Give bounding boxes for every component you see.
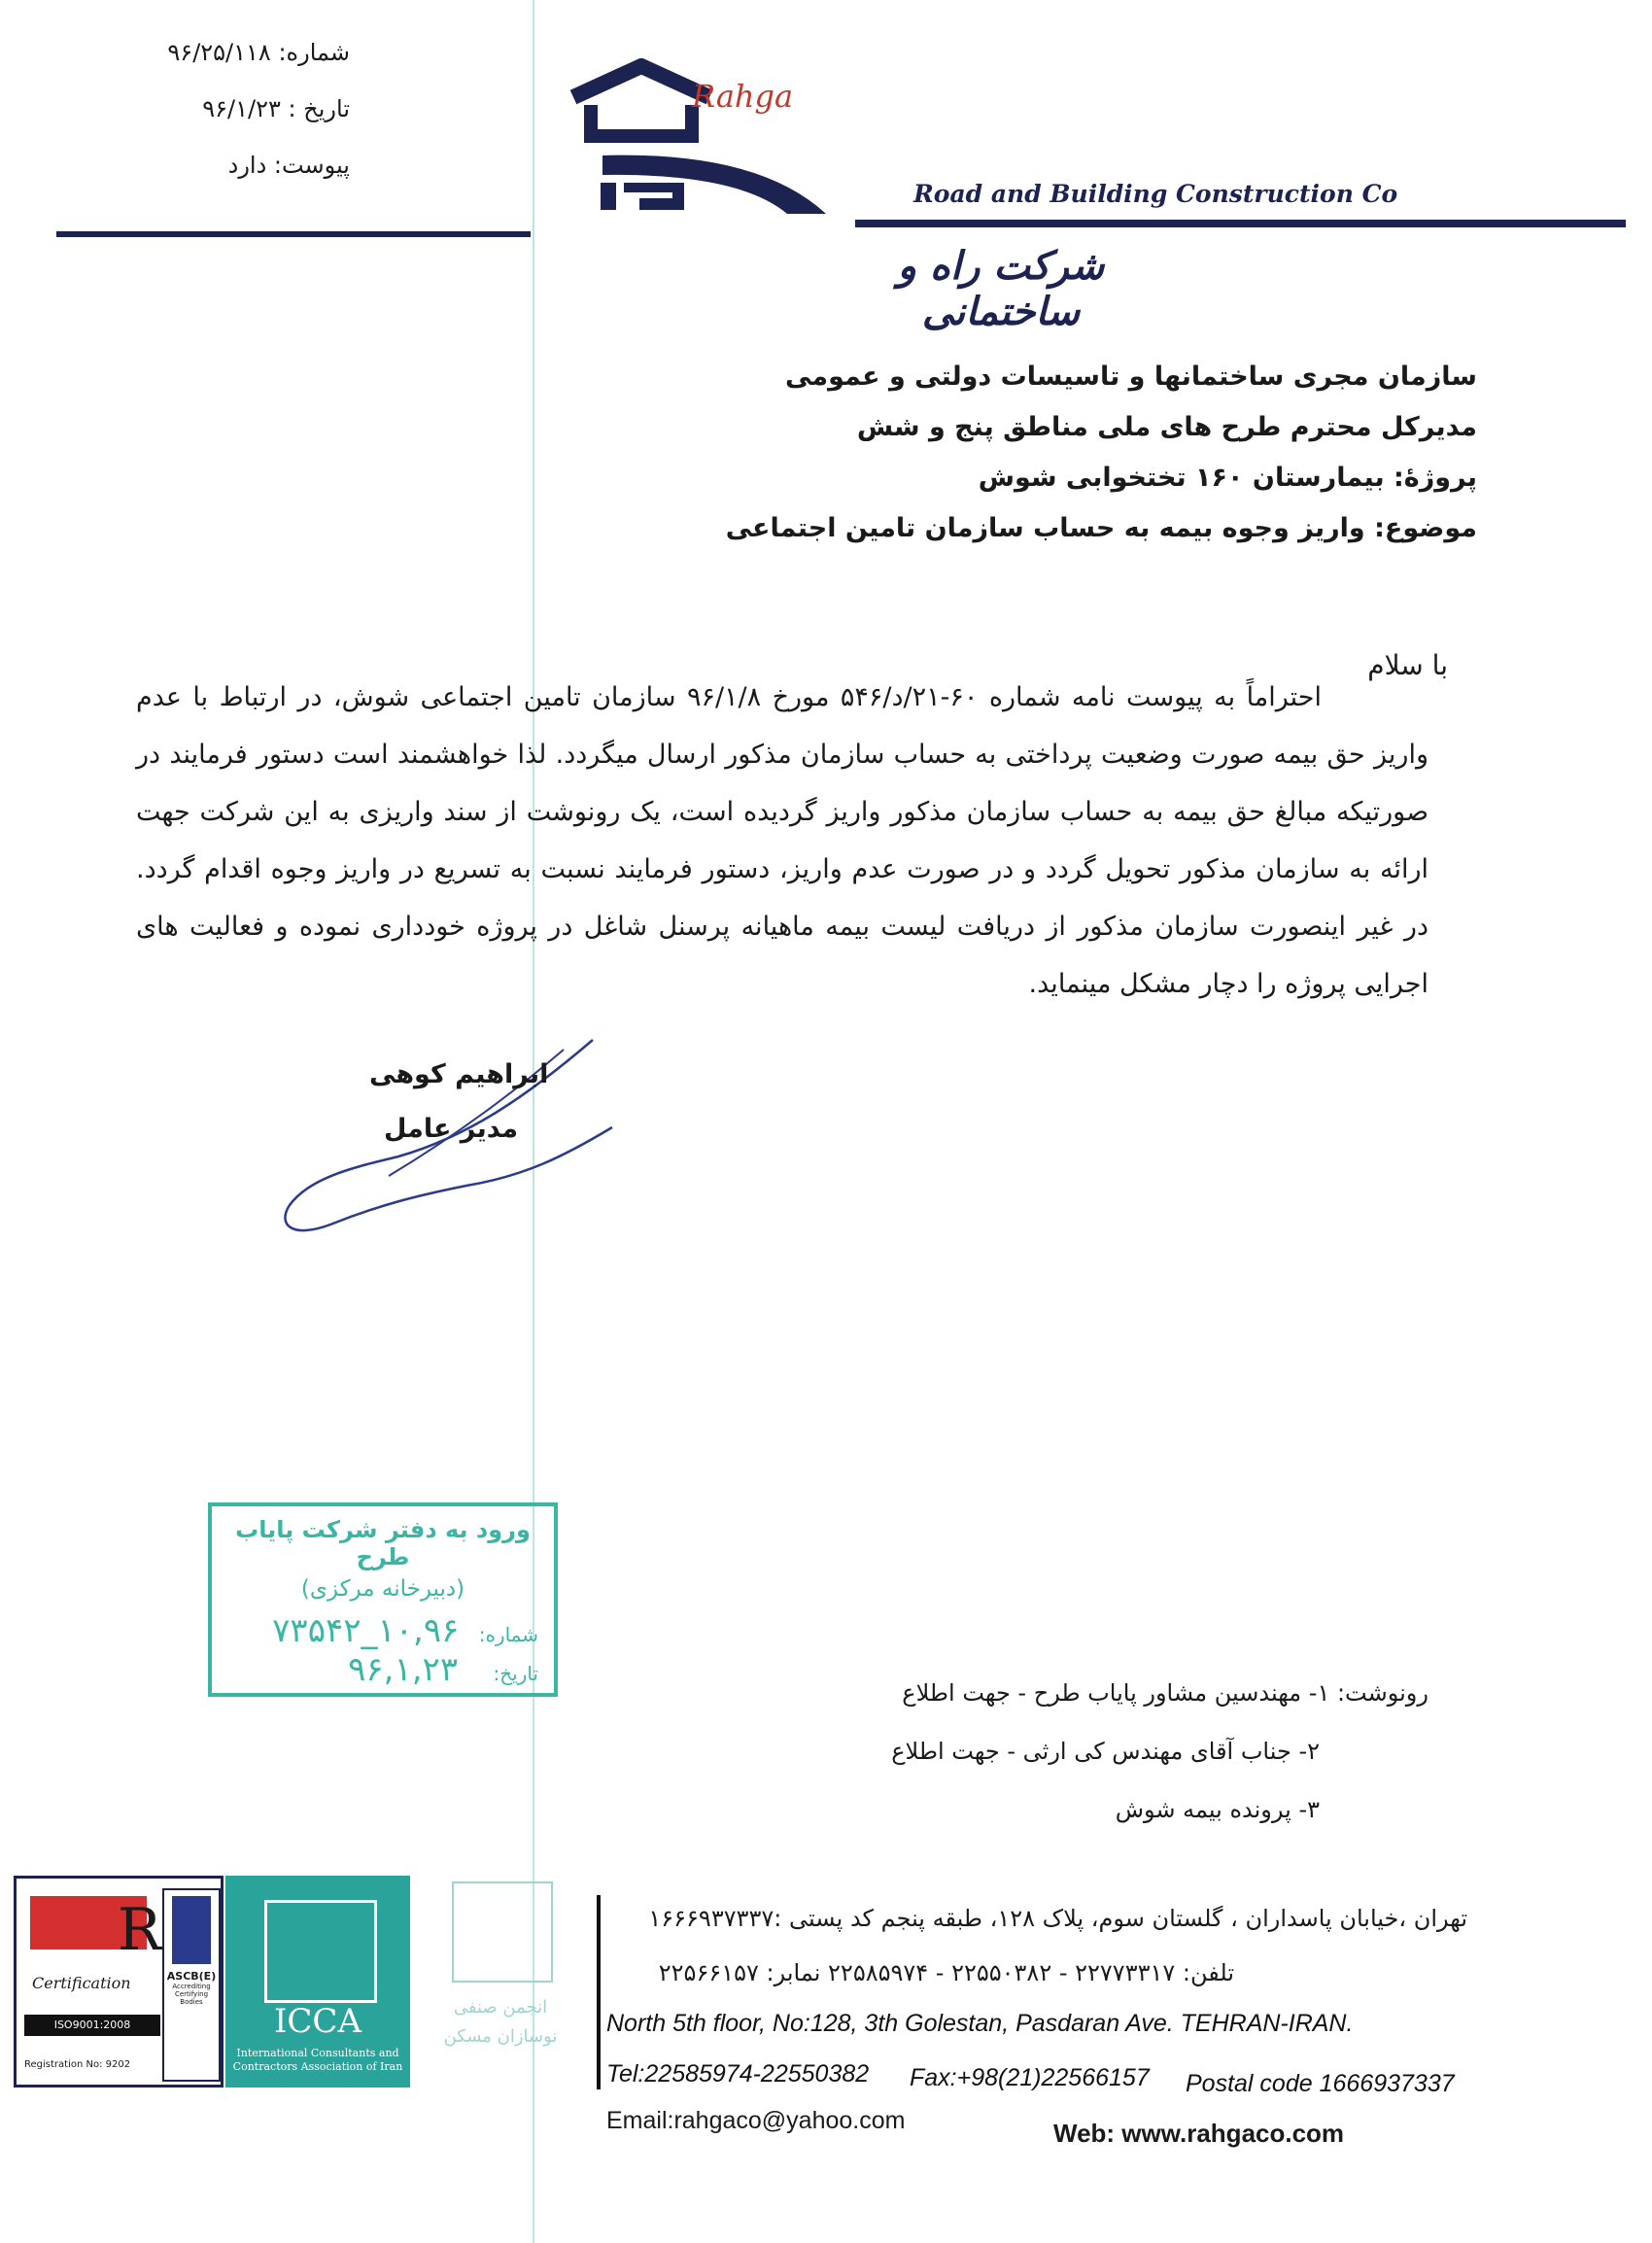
registration-label: Registration No: 9202 xyxy=(24,2059,131,2070)
project-line: پروژهٔ: بیمارستان ۱۶۰ تختخوابی شوش xyxy=(978,463,1477,493)
received-stamp xyxy=(208,1502,558,1697)
footer-address-fa: تهران ،خیابان پاسداران ، گلستان سوم، پلاک ۱۲۸، طبقه پنجم کد پستی :۱۶۶۶۹۳۷۳۳۷ xyxy=(648,1905,1467,1932)
footer-phones-fa: تلفن: ۲۲۷۷۳۳۱۷ - ۲۲۵۵۰۳۸۲ - ۲۲۵۸۵۹۷۴ نمابر: ۲۲۵۶۶۱۵۷ xyxy=(658,1959,1234,1986)
greeting: با سلام xyxy=(1367,649,1448,681)
icca-building-icon xyxy=(264,1900,377,2003)
brand-latin: Rahga xyxy=(692,78,794,115)
stamp-line1: ورود به دفتر شرکت پایاب طرح xyxy=(235,1516,531,1570)
letter-attachment: پیوست: دارد xyxy=(227,152,350,179)
recipient-block xyxy=(651,352,1477,554)
subject-line: موضوع: واریز وجوه بیمه به حساب سازمان تامین اجتماعی xyxy=(725,513,1477,543)
certification-badge: R Certification ISO9001:2008 Registration No: 9202 ASCB(E) Accrediting Certifying Bodies xyxy=(14,1876,224,2088)
iso-label: ISO9001:2008 xyxy=(24,2015,160,2036)
stamp-line2: (دبیرخانه مرکزی) xyxy=(300,1576,465,1602)
stamp-date: تاریخ: ۹۶,۱,۲۳ xyxy=(348,1650,538,1689)
header-rule-left xyxy=(56,231,531,237)
footer-address-en: North 5th floor, No:128, 3th Golestan, Pasdaran Ave. TEHRAN-IRAN. xyxy=(606,2010,1354,2037)
cc-item-1: رونوشت: ۱- مهندسین مشاور پایاب طرح - جهت اطلاع xyxy=(902,1679,1428,1707)
footer-divider xyxy=(597,1895,601,2089)
signatory-name: ابراهیم کوهی xyxy=(369,1059,549,1089)
stamp-number: شماره: ۱۰,۹۶_۷۳۵۴۲ xyxy=(272,1611,538,1650)
letter-date: تاریخ : ۹۶/۱/۲۳ xyxy=(202,95,350,122)
cc-list xyxy=(797,1664,1428,1839)
company-name-fa: شرکت راه و ساختمانی xyxy=(897,243,1105,334)
ascb-badge: ASCB(E) Accrediting Certifying Bodies xyxy=(162,1888,221,2082)
signatory-title: مدیر عامل xyxy=(384,1114,519,1144)
cert-label: Certification xyxy=(32,1974,131,1992)
icca-badge: ICCA International Consultants and Contractors Association of Iran xyxy=(225,1876,410,2088)
footer-email[interactable]: Email:rahgaco@yahoo.com xyxy=(606,2107,906,2134)
footer-tel-en: Tel:22585974-22550382 xyxy=(606,2060,870,2088)
footer-fax-en: Fax:+98(21)22566157 xyxy=(910,2064,1150,2091)
letter-number: شماره: ۹۶/۲۵/۱۱۸ xyxy=(167,39,350,66)
header-rule-right xyxy=(855,220,1626,227)
eu-stars-icon xyxy=(172,1896,211,1964)
footer-postal-en: Postal code 1666937337 xyxy=(1186,2070,1455,2097)
letter-body: احتراماً به پیوست نامه شماره ۶۰-۲۱/د/۵۴۶ مورخ ۹۶/۱/۸ سازمان تامین اجتماعی شوش، در ارتباط با عدم واریز حق بیمه صورت وضعیت پرداختی به حساب سازمان مذکور ارسال میگردد. لذا خواهشمند است دستور فرمایند در صورتیکه مبالغ حق بیمه به حساب سازمان مذکور واریز گردیده است، یک رونوشت از سند واریزی به این شرکت جهت ارائه به سازمان مذکور تحویل گردد و در صورت عدم واریز، دستور فرمایند نسبت به تسریع در واریز وجوه اقدام گردد. در غیر اینصورت سازمان مذکور از دریافت لیست بیمه ماهیانه پرسنل شاغل در پروژه خودداری نموده و فعالیت های اجرایی پروژه را دچار مشکل مینماید. xyxy=(136,682,1428,999)
recipient-line2: مدیرکل محترم طرح های ملی مناطق پنج و شش xyxy=(856,412,1477,442)
association-badge: انجمن صنفی نوسازان مسکن xyxy=(428,1876,573,2088)
footer-web[interactable]: Web: www.rahgaco.com xyxy=(1053,2119,1345,2148)
association-building-icon xyxy=(452,1881,553,1983)
recipient-line1: سازمان مجری ساختمانها و تاسیسات دولتی و عمومی xyxy=(785,362,1477,392)
cc-item-2: ۲- جناب آقای مهندس کی ارثی - جهت اطلاع xyxy=(891,1738,1320,1765)
company-name-en: Road and Building Construction Co xyxy=(913,180,1398,208)
cc-item-3: ۳- پرونده بیمه شوش xyxy=(1115,1796,1320,1823)
